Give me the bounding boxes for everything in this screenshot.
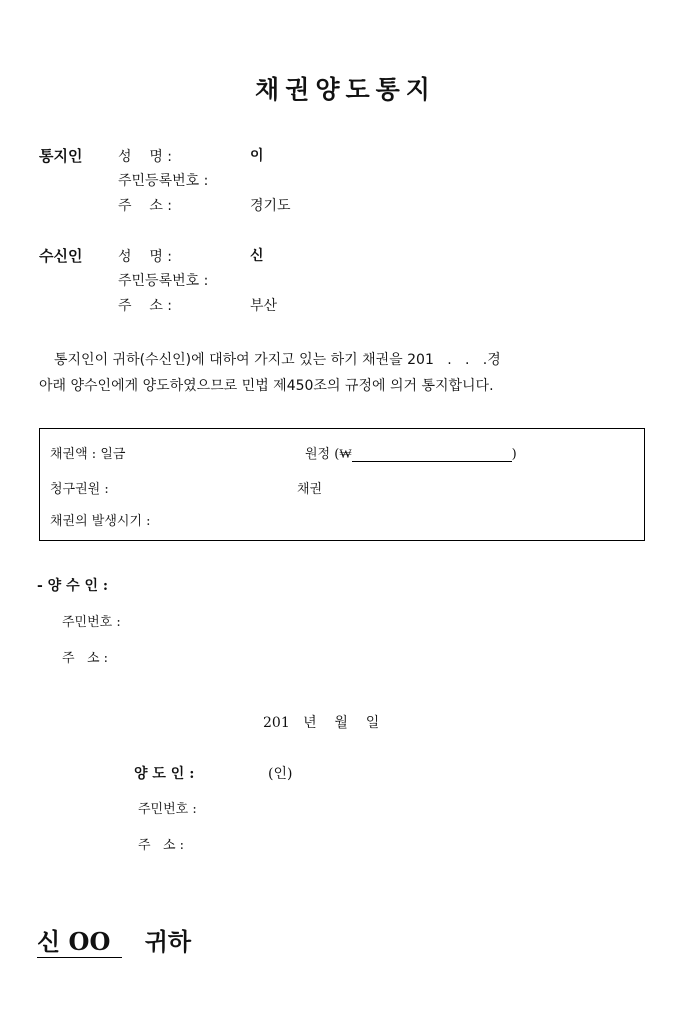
claim-principal-close: ) [511, 447, 517, 462]
addressee-name: 신 OO [37, 922, 122, 958]
notifier-address-label: 주 소 : [118, 198, 173, 214]
notifier-address-value: 경기도 [250, 198, 291, 214]
document-title: 채권양도통지 [255, 75, 436, 104]
assignee-address-label: 주 소 : [62, 651, 109, 666]
body-line-1: 통지인이 귀하(수신인)에 대하여 가지고 있는 하기 채권을 201 . . .경 [54, 352, 501, 368]
assignor-address-label: 주 소 : [138, 838, 185, 853]
receiver-name-label: 성 명 : [118, 249, 173, 265]
notifier-id-label: 주민등록번호 : [118, 173, 209, 189]
receiver-id-label: 주민등록번호 : [118, 273, 209, 289]
date-line: 201 년 월 일 [263, 715, 380, 731]
claim-principal [305, 443, 517, 462]
notifier-name-value: 이 [250, 148, 264, 164]
addressee-suffix: 귀하 [144, 927, 192, 956]
receiver-address-value: 부산 [250, 298, 278, 314]
claim-basis-label: 청구권원 : [50, 482, 109, 497]
assignee-label: - 양 수 인 : [37, 578, 109, 594]
body-line-2: 아래 양수인에게 양도하였으므로 민법 제450조의 규정에 의거 통지합니다. [39, 378, 494, 394]
claim-word: 채권 [297, 482, 323, 497]
claim-principal-label: 원정 (₩ [305, 447, 352, 462]
notifier-label: 통지인 [39, 147, 83, 165]
assignor-label: 양 도 인 : [134, 766, 195, 782]
claim-amount-label: 채권액 : 일금 [50, 447, 126, 462]
notifier-name-label: 성 명 : [118, 149, 173, 165]
addressee-line [37, 922, 191, 958]
assignor-id-label: 주민번호 : [138, 802, 197, 817]
receiver-name-value: 신 [250, 248, 264, 264]
principal-blank-line [352, 447, 512, 462]
claim-origin-label: 채권의 발생시기 : [50, 514, 151, 529]
receiver-label: 수신인 [39, 247, 83, 265]
receiver-address-label: 주 소 : [118, 298, 173, 314]
assignor-seal: (인) [268, 766, 293, 782]
assignee-id-label: 주민번호 : [62, 615, 121, 630]
